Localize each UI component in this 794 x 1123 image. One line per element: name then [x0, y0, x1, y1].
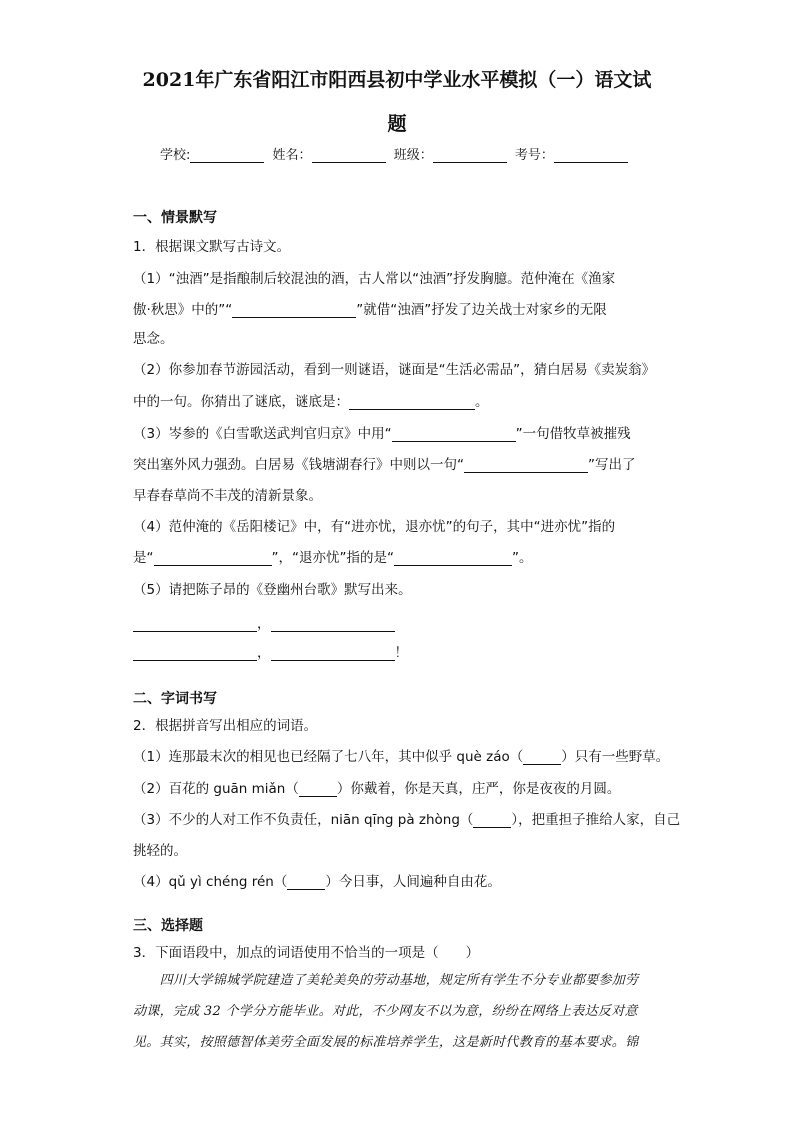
passage-line: 四川大学锦城学院建造了美轮美奂的劳动基地，规定所有学生不分专业都要参加劳 [133, 973, 639, 988]
page-title [120, 58, 674, 146]
q1-part4-line1: （4）范仲淹的《岳阳楼记》中，有“进亦忧，退亦忧”的句子，其中“进亦忧”指的 [133, 519, 616, 535]
section-heading-3: 三、选择题 [133, 918, 203, 934]
passage-line: 动课，完成 32 个学分方能毕业。对此，不少网友不以为意，纷纷在网络上表达反对意 [133, 1004, 638, 1019]
q2-item3-line1 [133, 808, 681, 828]
text-segment: 是“ [133, 550, 154, 566]
student-info-row [160, 144, 632, 163]
text-segment: ”就借“浊酒”抒发了边关战士对家乡的无限 [356, 302, 607, 318]
q1-part3-line1 [133, 422, 673, 442]
text-segment: 中的一句。你猜出了谜底，谜底是： [133, 394, 349, 410]
answer-blank[interactable] [349, 395, 475, 410]
q2-item3-line2: 挑轻的。 [133, 843, 187, 859]
q3-stem: 3．下面语段中，加点的词语使用不恰当的一项是（ ） [133, 945, 480, 961]
text-segment: （2）百花的 guān miǎn（ [133, 781, 299, 797]
q3-passage [133, 965, 661, 1058]
text-segment: ， [257, 616, 271, 632]
text-segment: （3）不少的人对工作不负责任，niān qīng pà zhòng（ [133, 812, 474, 828]
title-line-2: 题 [387, 113, 407, 135]
answer-blank[interactable] [287, 875, 325, 890]
q2-item2 [133, 777, 673, 797]
q1-part4-line2 [133, 546, 673, 566]
text-segment: （3）岑参的《白雪歌送武判官归京》中用“ [133, 426, 392, 442]
text-segment: ）你戴着，你是天真，庄严，你是夜夜的月圆。 [336, 781, 621, 797]
q2-item1 [133, 745, 673, 765]
q1-part5-answer2 [133, 641, 673, 661]
text-segment: （1）连那最末次的相见也已经隔了七八年，其中似乎 què záo（ [133, 749, 524, 765]
answer-blank[interactable] [523, 750, 561, 765]
q1-part5-answer1 [133, 612, 673, 632]
answer-blank[interactable] [154, 551, 272, 566]
text-segment: 。 [475, 394, 489, 410]
name-label: 姓名： [272, 148, 312, 163]
answer-blank[interactable] [133, 646, 257, 661]
answer-blank[interactable] [232, 303, 356, 318]
answer-blank[interactable] [392, 427, 516, 442]
name-blank[interactable] [312, 148, 386, 163]
q2-item4 [133, 870, 673, 890]
exam-no-label: 考号： [514, 148, 554, 163]
q2-stem: 2．根据拼音写出相应的词语。 [133, 718, 318, 734]
text-segment: ， [257, 645, 271, 661]
school-label: 学校: [160, 148, 191, 163]
answer-blank[interactable] [299, 782, 337, 797]
q1-part5-line1: （5）请把陈子昂的《登幽州台歌》默写出来。 [133, 582, 412, 598]
text-segment: 傲·秋思》中的”“ [133, 302, 233, 318]
answer-blank[interactable] [271, 646, 395, 661]
text-segment: ”，“退亦忧”指的是“ [271, 550, 394, 566]
q1-part3-line3: 早春春草尚不丰茂的清新景象。 [133, 488, 322, 504]
q1-part2-line1: （2）你参加春节游园活动，看到一则谜语，谜面是“生活必需品”，猜白居易《卖炭翁》 [133, 362, 656, 378]
passage-line: 见。其实，按照德智体美劳全面发展的标准培养学生，这是新时代教育的基本要求。锦 [133, 1035, 639, 1050]
title-line-1: 2021年广东省阳江市阳西县初中学业水平模拟（一）语文试 [142, 69, 652, 91]
answer-blank[interactable] [473, 813, 511, 828]
section-heading-1: 一、情景默写 [133, 210, 217, 226]
exam-no-blank[interactable] [554, 148, 628, 163]
q1-part1-line1: （1）“浊酒”是指酿制后较混浊的酒，古人常以“浊酒”抒发胸臆。范仲淹在《渔家 [133, 271, 616, 287]
q1-part1-line2 [133, 298, 673, 318]
answer-blank[interactable] [133, 617, 257, 632]
section-heading-2: 二、字词书写 [133, 691, 217, 707]
answer-blank[interactable] [464, 458, 588, 473]
school-blank[interactable] [190, 148, 264, 163]
class-blank[interactable] [433, 148, 507, 163]
q1-stem: 1．根据课文默写古诗文。 [133, 239, 291, 255]
text-segment: ！ [394, 645, 408, 661]
text-segment: （4）qǔ yì chéng rén（ [133, 874, 288, 890]
q1-part2-line2 [133, 390, 673, 410]
text-segment: ”一句借牧草被摧残 [515, 426, 631, 442]
answer-blank[interactable] [394, 551, 512, 566]
text-segment: ”写出了 [588, 457, 636, 473]
answer-blank[interactable] [271, 617, 395, 632]
q1-part1-line3: 思念。 [133, 331, 174, 347]
text-segment: ）今日事，人间遍种自由花。 [325, 874, 501, 890]
class-label: 班级： [393, 148, 433, 163]
text-segment: ）只有一些野草。 [561, 749, 670, 765]
text-segment: ），把重担子推给人家，自己 [511, 812, 681, 828]
q1-part3-line2 [133, 453, 673, 473]
text-segment: ”。 [511, 550, 533, 566]
text-segment: 突出塞外风力强劲。白居易《钱塘湖春行》中则以一句“ [133, 457, 464, 473]
